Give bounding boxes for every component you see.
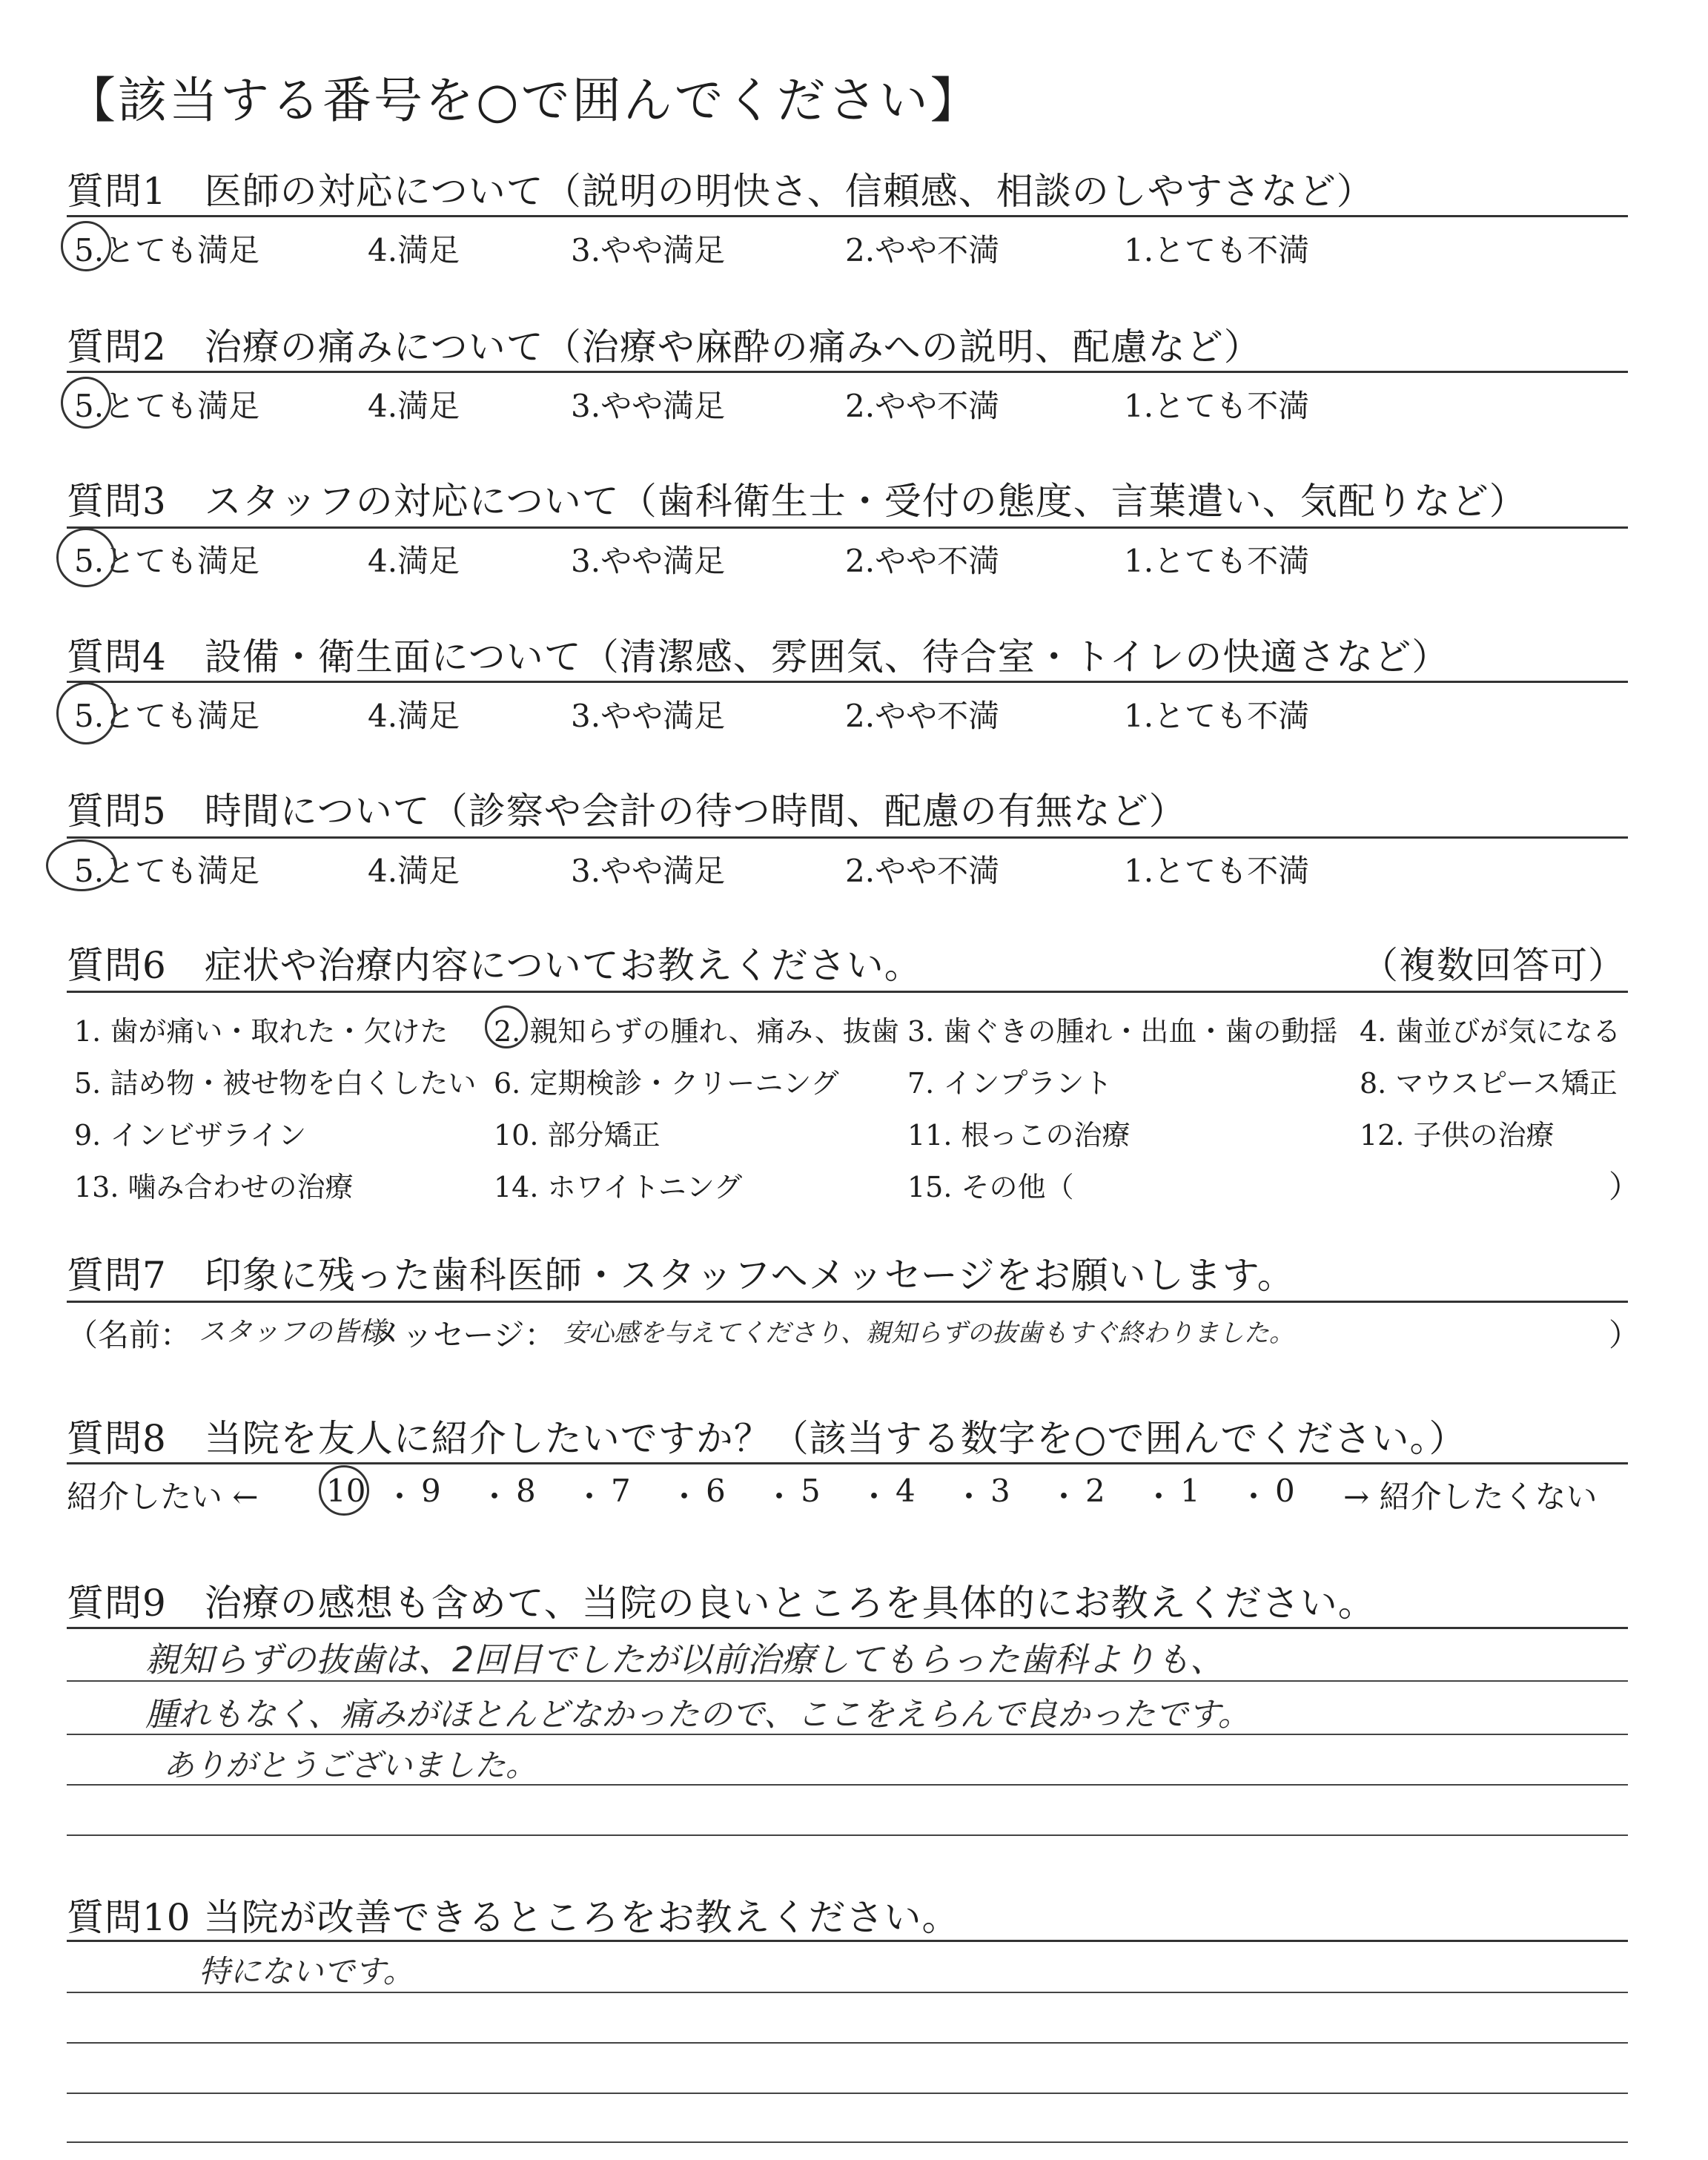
q8-scale-separator: ・ <box>764 1479 795 1515</box>
question-7-rule <box>67 1301 1628 1303</box>
q2-option-2[interactable]: 2.やや不満 <box>845 388 1000 424</box>
question-6-title: 質問6 症状や治療内容についてお教えください。 <box>67 944 922 987</box>
q6-option-11[interactable]: 11. 根っこの治療 <box>907 1119 1131 1152</box>
q8-right-label: → 紹介したくない <box>1343 1479 1598 1515</box>
q9-answer-line-1[interactable]: 親知らずの抜歯は、2回目でしたが以前治療してもらった歯科よりも、 <box>145 1639 1225 1680</box>
q6-option-9[interactable]: 9. インビザライン <box>74 1119 307 1152</box>
q9-answer-line-2[interactable]: 腫れもなく、痛みがほとんどなかったので、ここをえらんで良かったです。 <box>145 1696 1251 1734</box>
question-3-title: 質問3 スタッフの対応について（歯科衛生士・受付の態度、言葉遣い、気配りなど） <box>67 480 1527 523</box>
q1-option-2[interactable]: 2.やや不満 <box>845 232 1000 268</box>
q1-option-1[interactable]: 1.とても不満 <box>1124 232 1310 268</box>
q10-line-4 <box>67 2141 1628 2143</box>
q6-option-6[interactable]: 6. 定期検診・クリーニング <box>494 1067 839 1100</box>
q6-option-7[interactable]: 7. インプラント <box>907 1067 1113 1100</box>
question-9-rule <box>67 1627 1628 1629</box>
q5-option-1[interactable]: 1.とても不満 <box>1124 853 1310 889</box>
q8-scale-separator: ・ <box>1048 1479 1080 1515</box>
q1-option-3[interactable]: 3.やや満足 <box>571 232 726 268</box>
q9-line-1 <box>67 1680 1628 1682</box>
q4-option-1[interactable]: 1.とても不満 <box>1124 698 1310 734</box>
q9-line-2 <box>67 1734 1628 1735</box>
q1-option-4[interactable]: 4.満足 <box>368 232 460 268</box>
q8-scale-separator: ・ <box>669 1479 701 1515</box>
q8-scale-value-9[interactable]: 9 <box>421 1473 441 1509</box>
q8-scale-separator: ・ <box>1238 1479 1270 1515</box>
q7-message-value[interactable]: 安心感を与えてくださり、親知らずの抜歯もすぐ終わりました。 <box>563 1318 1294 1348</box>
question-6-note: （複数回答可） <box>1361 944 1626 987</box>
question-4-title: 質問4 設備・衛生面について（清潔感、雰囲気、待合室・トイレの快適さなど） <box>67 635 1450 678</box>
q6-other-close-paren: ） <box>1609 1169 1641 1205</box>
q2-option-1[interactable]: 1.とても不満 <box>1124 388 1310 424</box>
question-4-rule <box>67 681 1628 683</box>
question-1-title: 質問1 医師の対応について（説明の明快さ、信頼感、相談のしやすさなど） <box>67 170 1374 213</box>
q4-option-2[interactable]: 2.やや不満 <box>845 698 1000 734</box>
question-8-title: 質問8 当院を友人に紹介したいですか？（該当する数字を○で囲んでください。） <box>67 1417 1467 1460</box>
q3-option-3[interactable]: 3.やや満足 <box>571 543 726 579</box>
q8-scale-value-7[interactable]: 7 <box>611 1473 631 1509</box>
form-title: 【該当する番号を○で囲んでください】 <box>67 72 982 129</box>
question-8-rule <box>67 1462 1628 1464</box>
q8-scale-value-4[interactable]: 4 <box>896 1473 916 1509</box>
q4-selection-circle <box>56 682 116 744</box>
q8-scale-value-3[interactable]: 3 <box>990 1473 1010 1509</box>
q3-option-5[interactable]: 5.とても満足 <box>74 543 260 579</box>
q10-line-2 <box>67 2042 1628 2044</box>
q6-option-10[interactable]: 10. 部分矯正 <box>494 1119 661 1152</box>
q10-line-1 <box>67 1992 1628 1993</box>
q8-scale-separator: ・ <box>953 1479 985 1515</box>
q8-scale-value-0[interactable]: 0 <box>1275 1473 1295 1509</box>
q5-option-4[interactable]: 4.満足 <box>368 853 460 889</box>
question-9-title: 質問9 治療の感想も含めて、当院の良いところを具体的にお教えください。 <box>67 1582 1376 1625</box>
q8-selection-circle <box>319 1465 369 1516</box>
q2-option-5[interactable]: 5.とても満足 <box>74 388 260 424</box>
q8-scale-value-8[interactable]: 8 <box>516 1473 536 1509</box>
question-2-rule <box>67 371 1628 373</box>
q8-scale-value-5[interactable]: 5 <box>801 1473 821 1509</box>
q2-option-4[interactable]: 4.満足 <box>368 388 460 424</box>
q2-option-3[interactable]: 3.やや満足 <box>571 388 726 424</box>
q8-scale-separator: ・ <box>479 1479 511 1515</box>
question-1-rule <box>67 215 1628 217</box>
q6-option-5[interactable]: 5. 詰め物・被せ物を白くしたい <box>74 1067 477 1100</box>
question-5-title: 質問5 時間について（診察や会計の待つ時間、配慮の有無など） <box>67 790 1187 833</box>
q10-line-3 <box>67 2093 1628 2094</box>
q5-option-2[interactable]: 2.やや不満 <box>845 853 1000 889</box>
q4-option-5[interactable]: 5.とても満足 <box>74 698 260 734</box>
q6-option-12[interactable]: 12. 子供の治療 <box>1360 1119 1555 1152</box>
q7-close-paren: ） <box>1609 1317 1641 1353</box>
q3-option-1[interactable]: 1.とても不満 <box>1124 543 1310 579</box>
q6-option-14[interactable]: 14. ホワイトニング <box>494 1171 743 1203</box>
q8-left-label: 紹介したい ← <box>67 1479 259 1515</box>
q7-name-label: （名前： <box>67 1317 192 1353</box>
q4-option-4[interactable]: 4.満足 <box>368 698 460 734</box>
q6-option-2[interactable]: 2. 親知らずの腫れ、痛み、抜歯 <box>494 1015 899 1048</box>
q5-option-5[interactable]: 5.とても満足 <box>74 853 260 889</box>
q9-line-3 <box>67 1784 1628 1786</box>
question-7-title: 質問7 印象に残った歯科医師・スタッフへメッセージをお願いします。 <box>67 1254 1295 1297</box>
q1-selection-circle <box>61 221 111 271</box>
q6-option-3[interactable]: 3. 歯ぐきの腫れ・出血・歯の動揺 <box>907 1015 1338 1048</box>
q3-option-2[interactable]: 2.やや不満 <box>845 543 1000 579</box>
q8-scale-value-10[interactable]: 10 <box>326 1473 366 1509</box>
question-3-rule <box>67 526 1628 529</box>
q7-name-value[interactable]: スタッフの皆様 <box>199 1317 386 1347</box>
q7-message-label: メッセージ： <box>371 1317 556 1353</box>
q6-selection-circle <box>485 1005 528 1048</box>
q5-selection-circle <box>46 839 117 891</box>
question-2-title: 質問2 治療の痛みについて（治療や麻酔の痛みへの説明、配慮など） <box>67 326 1262 369</box>
q8-scale-value-1[interactable]: 1 <box>1180 1473 1200 1509</box>
question-6-rule <box>67 991 1628 993</box>
q2-selection-circle <box>61 377 111 429</box>
q8-scale-value-6[interactable]: 6 <box>706 1473 726 1509</box>
q6-option-15[interactable]: 15. その他（ <box>907 1171 1074 1203</box>
q8-scale-separator: ・ <box>1143 1479 1175 1515</box>
q3-selection-circle <box>56 528 116 587</box>
q8-scale-separator: ・ <box>574 1479 606 1515</box>
q4-option-3[interactable]: 3.やや満足 <box>571 698 726 734</box>
q8-scale-value-2[interactable]: 2 <box>1085 1473 1105 1509</box>
q6-option-1[interactable]: 1. 歯が痛い・取れた・欠けた <box>74 1015 448 1048</box>
q6-option-8[interactable]: 8. マウスピース矯正 <box>1360 1067 1618 1100</box>
q8-scale-separator: ・ <box>858 1479 890 1515</box>
question-5-rule <box>67 836 1628 839</box>
q5-option-3[interactable]: 3.やや満足 <box>571 853 726 889</box>
question-10-title: 質問10 当院が改善できるところをお教えください。 <box>67 1896 960 1939</box>
q3-option-4[interactable]: 4.満足 <box>368 543 460 579</box>
q9-line-4 <box>67 1834 1628 1836</box>
q6-option-4[interactable]: 4. 歯並びが気になる <box>1360 1015 1621 1048</box>
question-10-rule <box>67 1940 1628 1942</box>
q6-option-13[interactable]: 13. 噛み合わせの治療 <box>74 1171 354 1203</box>
q9-answer-line-3[interactable]: ありがとうございました。 <box>163 1747 537 1783</box>
q8-scale-separator: ・ <box>384 1479 416 1515</box>
q1-option-5[interactable]: 5.とても満足 <box>74 232 260 268</box>
q10-answer[interactable]: 特にないです。 <box>199 1953 414 1989</box>
